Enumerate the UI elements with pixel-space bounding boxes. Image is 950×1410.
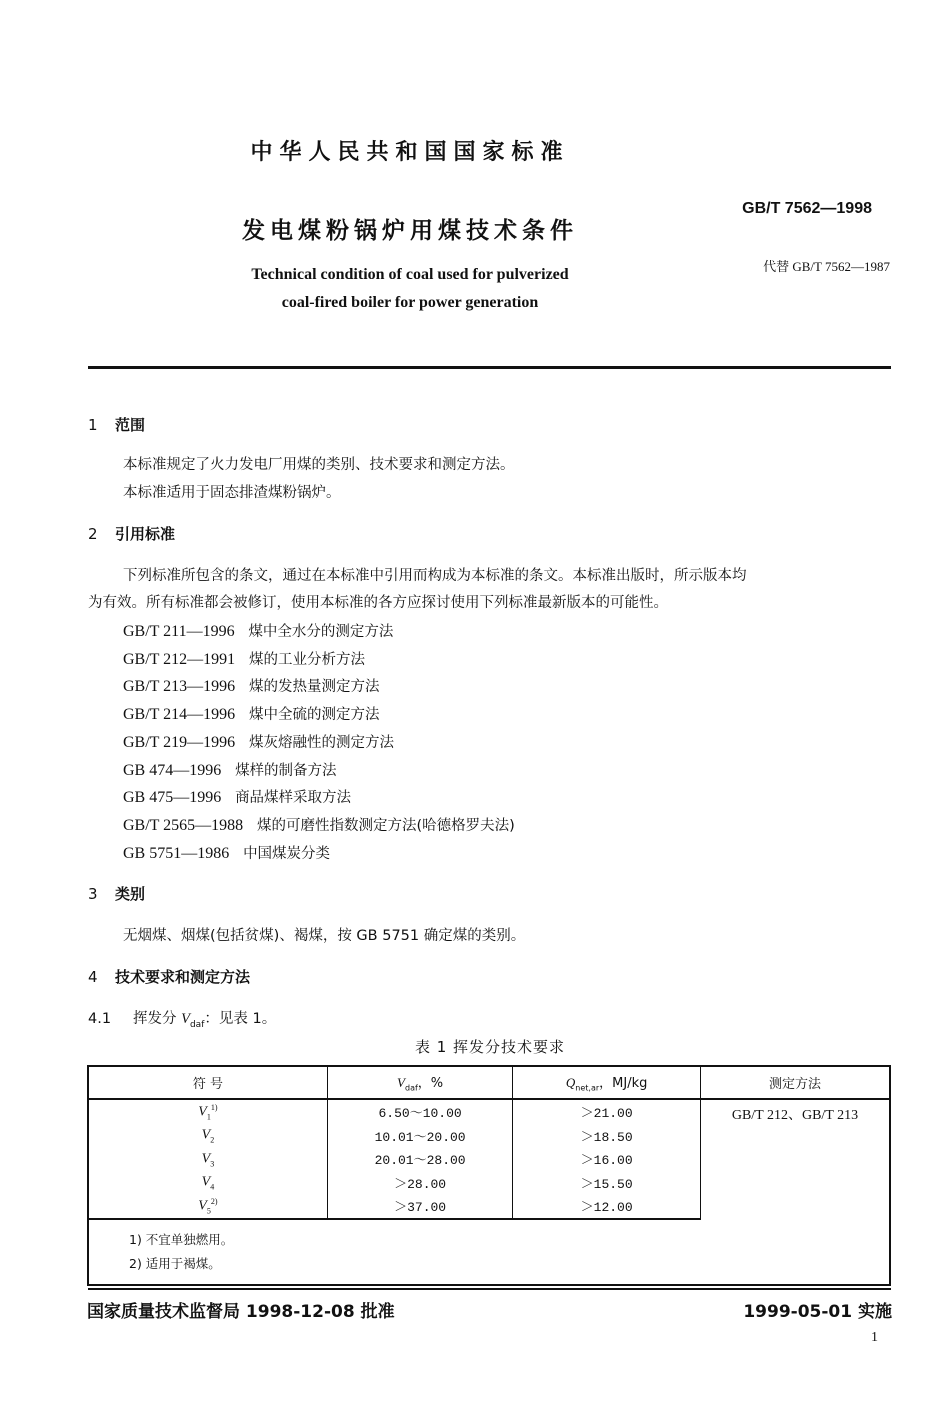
table-row: $V_3$ 20.01～28.00 ＞16.00 (88, 1147, 890, 1171)
table-row: $V_2$ 10.01～20.00 ＞18.50 (88, 1124, 890, 1148)
reference-item: GB 5751—1986 中国煤炭分类 (123, 845, 331, 862)
subsection-number: 4.1 (88, 1011, 112, 1027)
section-2-para-line1: 下列标准所包含的条文，通过在本标准中引用而构成为本标准的条文。本标准出版时，所示版本均 (123, 568, 747, 584)
table-1 (87, 1065, 891, 1286)
section-1-para-1: 本标准规定了火力发电厂用煤的类别、技术要求和测定方法。 (123, 457, 515, 473)
document-title-en-line2: coal-fired boiler for power generation (281, 294, 539, 311)
section-2-para-line2: 为有效。所有标准都会被修订，使用本标准的各方应探讨使用下列标准最新版本的可能性。 (88, 595, 668, 611)
header-symbol: 符 号 (88, 1066, 327, 1099)
section-1-para-2: 本标准适用于固态排渣煤粉锅炉。 (123, 485, 341, 501)
table-note-2: 2) 适用于褐煤。 (129, 1255, 221, 1271)
section-3-heading: 3 类别 (88, 885, 146, 903)
table-row: $V_4$ ＞28.00 ＞15.50 (88, 1171, 890, 1195)
reference-item: GB/T 214—1996 煤中全硫的测定方法 (123, 706, 380, 723)
table-1-caption: 表 1 挥发分技术要求 (414, 1038, 566, 1056)
section-4-heading: 4 技术要求和测定方法 (88, 968, 251, 986)
reference-item: GB/T 212—1991 煤的工业分析方法 (123, 651, 365, 668)
reference-item: GB/T 213—1996 煤的发热量测定方法 (123, 678, 380, 695)
table-header-row (88, 1066, 890, 1099)
national-standard-heading: 中华人民共和国国家标准 (250, 140, 570, 165)
table-note-1: 1) 不宜单独燃用。 (129, 1231, 234, 1247)
header-qnet: $Q_{net,ar}$，MJ/kg (513, 1066, 701, 1099)
page-number: 1 (871, 1330, 878, 1345)
reference-item: GB/T 211—1996 煤中全水分的测定方法 (123, 623, 394, 640)
section-1-heading: 1 范围 (88, 416, 146, 434)
replaces-standard: 代替 GB/T 7562—1987 (763, 259, 890, 274)
table-notes-row (88, 1219, 890, 1285)
reference-item: GB/T 219—1996 煤灰熔融性的测定方法 (123, 734, 394, 751)
method-cell: GB/T 212、GB/T 213 (700, 1099, 890, 1219)
document-title-cn: 发电煤粉锅炉用煤技术条件 (242, 218, 578, 244)
reference-item: GB 475—1996 商品煤样采取方法 (123, 789, 352, 806)
header-rule (88, 366, 891, 369)
section-3-para: 无烟煤、烟煤(包括贫煤)、褐煤，按 GB 5751 确定煤的类别。 (123, 928, 526, 944)
footer-rule (88, 1288, 891, 1290)
effective-date: 1999-05-01 实施 (743, 1302, 892, 1322)
table-row: $V_5^{2)}$ ＞37.00 ＞12.00 (88, 1194, 890, 1219)
section-4-1-line: 4.1 挥发分 $V_{daf}$：见表 1。 (88, 1008, 276, 1036)
reference-item: GB/T 2565—1988 煤的可磨性指数测定方法(哈德格罗夫法) (123, 817, 515, 834)
reference-item: GB 474—1996 煤样的制备方法 (123, 762, 337, 779)
standard-code: GB/T 7562—1998 (742, 200, 872, 217)
table-row: $V_1^{1)}$ 6.50～10.00 ＞21.00 GB/T 212、GB/T 213 (88, 1099, 890, 1124)
header-method: 测定方法 (700, 1066, 890, 1099)
header-vdaf: $V_{daf}$，% (327, 1066, 513, 1099)
document-title-en-line1: Technical condition of coal used for pulverized (251, 266, 569, 283)
approval-date: 国家质量技术监督局 1998-12-08 批准 (87, 1302, 395, 1322)
section-2-heading: 2 引用标准 (88, 525, 176, 543)
